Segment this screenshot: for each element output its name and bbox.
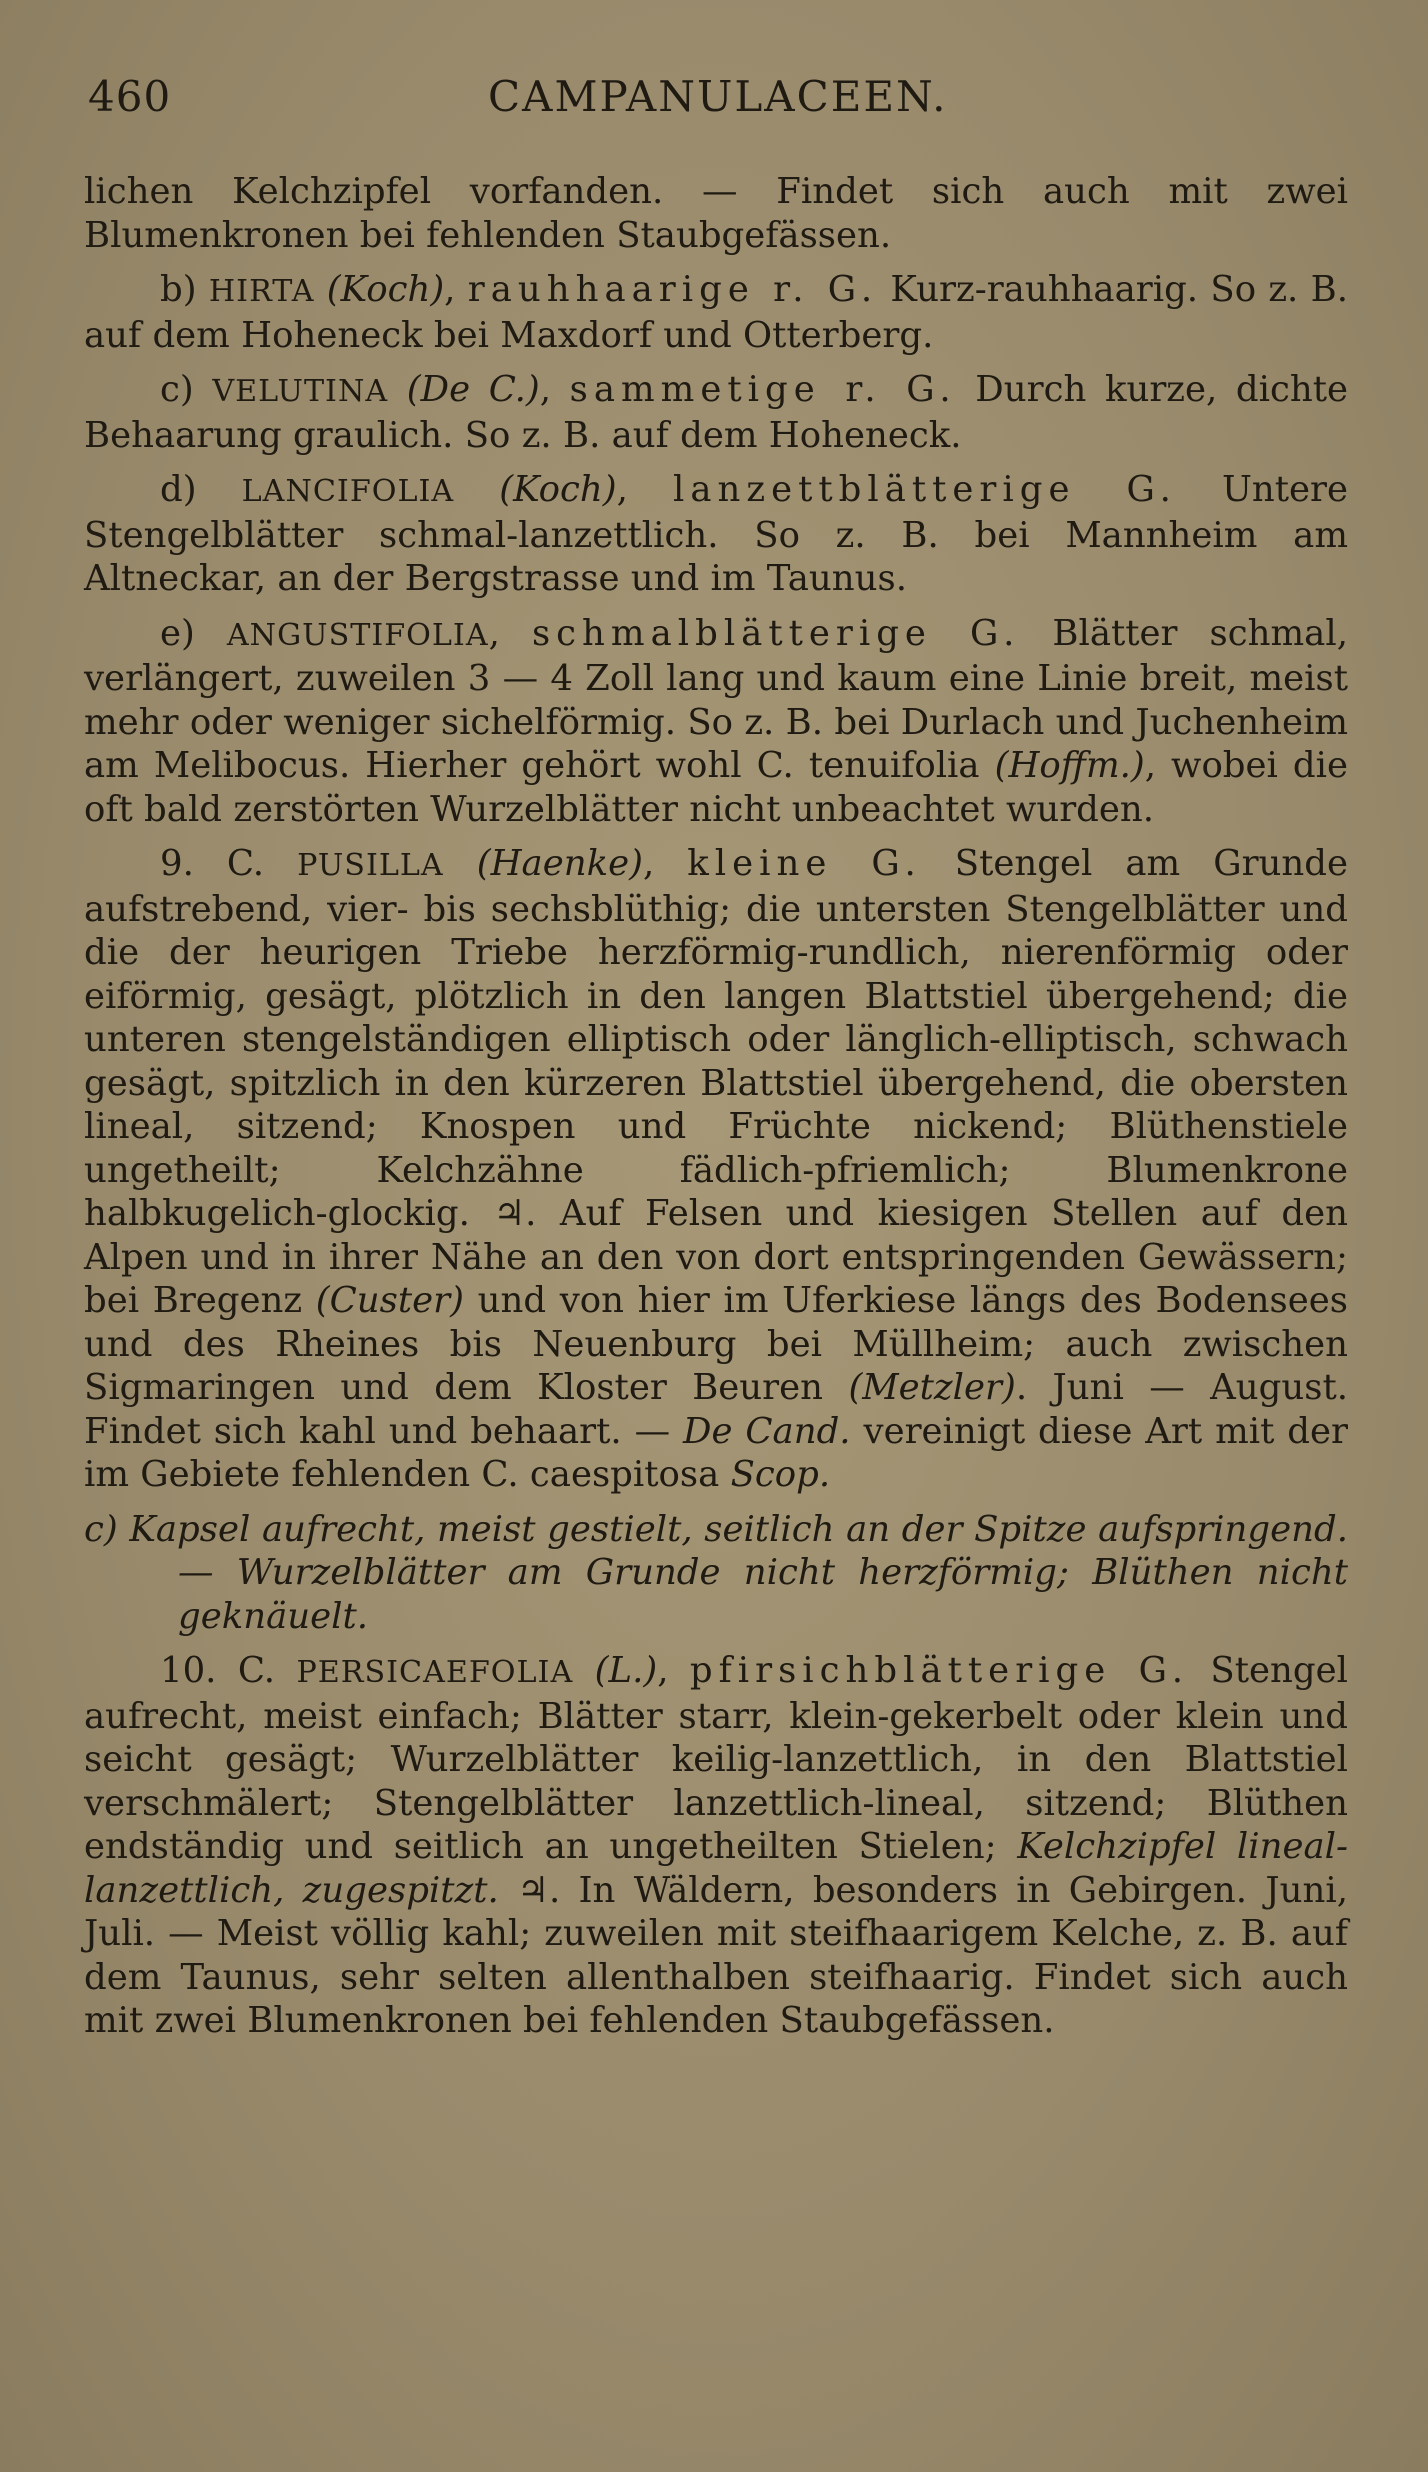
common-name: sammetige r. G. bbox=[569, 369, 957, 410]
page-header bbox=[88, 72, 1340, 132]
running-title: CAMPANULACEEN. bbox=[488, 72, 948, 121]
paragraph-species-9: 9. C. PUSILLA (Haenke), kleine G. Stengel am Grunde aufstrebend, vier- bis sechsblüthig; die untersten Stengelblätter und die der heurigen Triebe herzförmig-rundlich, nierenförmig oder eiförmig, gesägt, plötzlich in den langen Blattstiel übergehend; die unteren stengelständigen elliptisch oder länglich-elliptisch, schwach gesägt, spitzlich in den kürzeren Blattstiel übergehend, die obersten lineal, sitzend; Knospen und Früchte nickend; Blüthenstiele ungetheilt; Kelchzähne fädlich-pfriemlich; Blumenkrone halbkugelich-glockig. ♃. Auf Felsen und kiesigen Stellen auf den Alpen und in ihrer Nähe an den von dort entspringenden Gewässern; bei Bregenz (Custer) und von hier im Uferkiese längs des Bodensees und des Rheines bis Neuenburg bei Müllheim; auch zwischen Sigmaringen und dem Kloster Beuren (Metzler). Juni — August. Findet sich kahl und behaart. — De Cand. vereinigt diese Art mit der im Gebiete fehlenden C. caespitosa Scop. bbox=[84, 843, 1349, 1495]
common-name: kleine G. bbox=[687, 843, 922, 884]
description-cont: . Juni — August. Findet sich kahl und behaart. — bbox=[84, 1367, 1349, 1452]
paragraph-variety-b: b) HIRTA (Koch), rauhhaarige r. G. Kurz-rauhhaarig. So z. B. auf dem Hoheneck bei Maxdorf und Otterberg. bbox=[84, 269, 1348, 356]
item-label: e) bbox=[160, 612, 227, 654]
authority: (Hoffm.) bbox=[994, 745, 1145, 786]
taxon-name: PERSICAEFOLIA bbox=[296, 1655, 574, 1690]
italic-diagnosis: Kelchzipfel lineal-lanzettlich, zugespitzt. bbox=[84, 1826, 1349, 1911]
collector-name: (Custer) bbox=[315, 1280, 464, 1321]
author-reference: De Cand. bbox=[683, 1410, 851, 1452]
authority: (Koch) bbox=[326, 269, 445, 310]
collector-name: (Metzler) bbox=[848, 1367, 1016, 1408]
description-end: , wobei die oft bald zerstörten Wurzelblätter nicht unbeachtet wurden. bbox=[84, 745, 1349, 830]
description-cont: ♃. In Wäldern, besonders in Gebirgen. Juni, Juli. — Meist völlig kahl; zuweilen mit steifhaarigem Kelche, z. B. auf dem Taunus, sehr selten allenthalben steifhaarig. Findet sich auch mit zwei Blumenkronen bei fehlenden Staubgefässen. bbox=[84, 1869, 1348, 2041]
paragraph-variety-c: c) VELUTINA (De C.), sammetige r. G. Durch kurze, dichte Behaarung graulich. So z. B. auf dem Hoheneck. bbox=[84, 369, 1348, 456]
item-label: b) bbox=[160, 269, 209, 310]
authority: (De C.) bbox=[406, 369, 540, 410]
description: Durch kurze, dichte Behaarung graulich. So z. B. auf dem Hoheneck. bbox=[84, 369, 1348, 456]
paragraph-variety-d: d) LANCIFOLIA (Koch), lanzettblätterige G. Untere Stengelblätter schmal-lanzettlich. So z. B. bei Mannheim am Altneckar, an der Bergstrasse und im Taunus. bbox=[84, 469, 1348, 599]
description: Stengel aufrecht, meist einfach; Blätter starr, klein-gekerbelt oder klein und seicht gesägt; Wurzelblätter keilig-lanzettlich, in den Blattstiel verschmälert; Stengelblätter lanzettlich-lineal, sitzend; Blüthen endständig und seitlich an ungetheilten Stielen; bbox=[84, 1650, 1348, 1867]
key-text: c) Kapsel aufrecht, meist gestielt, seitlich an der Spitze aufspringend. — Wurzelblätter am Grunde nicht herzförmig; Blüthen nicht geknäuelt. bbox=[84, 1508, 1348, 1637]
paragraph-continuation: lichen Kelchzipfel vorfanden. — Findet sich auch mit zwei Blumenkronen bei fehlenden Staubgefässen. bbox=[84, 171, 1348, 256]
page-number: 460 bbox=[88, 72, 172, 121]
description: Untere Stengelblätter schmal-lanzettlich. So z. B. bei Mannheim am Altneckar, an der Bergstrasse und im Taunus. bbox=[84, 469, 1348, 599]
common-name: lanzettblätterige G. bbox=[672, 469, 1177, 510]
author-reference: Scop. bbox=[730, 1454, 831, 1495]
taxon-name: VELUTINA bbox=[212, 374, 389, 409]
description: Blätter schmal, verlängert, zuweilen 3 — 4 Zoll lang und kaum eine Linie breit, meist mehr oder weniger sichelförmig. So z. B. bei Durlach und Juchenheim am Melibocus. Hierher gehört wohl C. tenuifolia bbox=[84, 612, 1348, 786]
item-label: c) bbox=[160, 369, 213, 410]
authority: (Koch) bbox=[499, 469, 617, 510]
common-name: pfirsichblätterige G. bbox=[689, 1650, 1190, 1691]
description: Stengel am Grunde aufstrebend, vier- bis sechsblüthig; die untersten Stengelblätter und die der heurigen Triebe herzförmig-rundlich, nierenförmig oder eiförmig, gesägt, plötzlich in den langen Blattstiel übergehend; die unteren stengelständigen elliptisch oder länglich-elliptisch, schwach gesägt, spitzlich in den kürzeren Blattstiel übergehend, die obersten lineal, sitzend; Knospen und Früchte nickend; Blüthenstiele ungetheilt; Kelchzähne fädlich-pfriemlich; Blumenkrone halbkugelich-glockig. ♃. Auf Felsen und kiesigen Stellen auf den Alpen und in ihrer Nähe an den von dort entspringenden Gewässern; bei Bregenz bbox=[84, 843, 1349, 1321]
paragraph-species-10: 10. C. PERSICAEFOLIA (L.), pfirsichblätterige G. Stengel aufrecht, meist einfach; Blätter starr, klein-gekerbelt oder klein und seicht gesägt; Wurzelblätter keilig-lanzettlich, in den Blattstiel verschmälert; Stengelblätter lanzettlich-lineal, sitzend; Blüthen endständig und seitlich an ungetheilten Stielen; Kelchzipfel lineal-lanzettlich, zugespitzt. ♃. In Wäldern, besonders in Gebirgen. Juni, Juli. — Meist völlig kahl; zuweilen mit steifhaarigem Kelche, z. B. auf dem Taunus, sehr selten allenthalben steifhaarig. Findet sich auch mit zwei Blumenkronen bei fehlenden Staubgefässen. bbox=[84, 1650, 1349, 2041]
taxon-name: LANCIFOLIA bbox=[241, 474, 455, 509]
common-name: schmalblätterige G. bbox=[531, 612, 1021, 654]
paragraph-variety-e: e) ANGUSTIFOLIA, schmalblätterige G. Blätter schmal, verlängert, zuweilen 3 — 4 Zoll lang und kaum eine Linie breit, meist mehr oder weniger sichelförmig. So z. B. bei Durlach und Juchenheim am Melibocus. Hierher gehört wohl C. tenuifolia (Hoffm.), wobei die oft bald zerstörten Wurzelblätter nicht unbeachtet wurden. bbox=[84, 612, 1349, 830]
body-text bbox=[84, 170, 1348, 2054]
authority: (Haenke) bbox=[476, 843, 643, 884]
item-label: d) bbox=[160, 469, 242, 510]
taxon-name: HIRTA bbox=[208, 274, 315, 309]
authority: (L.) bbox=[594, 1650, 658, 1691]
item-label: 10. C. bbox=[160, 1650, 297, 1691]
key-heading bbox=[84, 1508, 1348, 1639]
description-cont: vereinigt diese Art mit der im Gebiete fehlenden C. caespitosa bbox=[84, 1410, 1348, 1495]
item-label: 9. C. bbox=[160, 843, 298, 884]
description-cont: und von hier im Uferkiese längs des Bodensees und des Rheines bis Neuenburg bei Müllheim; auch zwischen Sigmaringen und dem Kloster Beuren bbox=[84, 1280, 1348, 1408]
description: Kurz-rauhhaarig. So z. B. auf dem Hoheneck bei Maxdorf und Otterberg. bbox=[84, 269, 1348, 356]
taxon-name: ANGUSTIFOLIA bbox=[226, 617, 489, 653]
common-name: rauhhaarige r. G. bbox=[467, 269, 879, 310]
taxon-name: PUSILLA bbox=[297, 848, 444, 883]
